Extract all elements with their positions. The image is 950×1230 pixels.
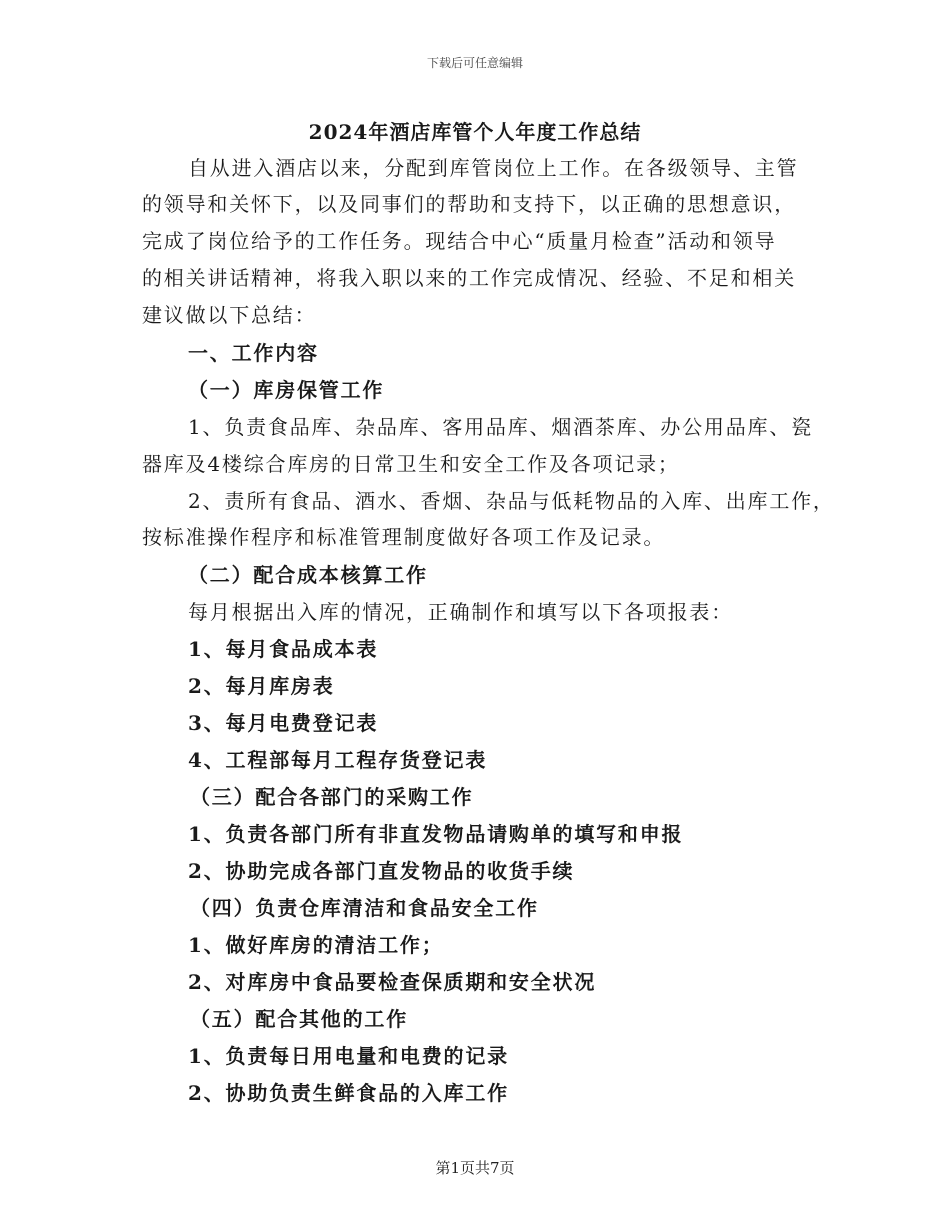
list-item: 2、协助完成各部门直发物品的收货手续 [188, 859, 575, 883]
list-item: 4、工程部每月工程存货登记表 [188, 748, 488, 772]
list-item: 2、协助负责生鲜食品的入库工作 [188, 1081, 509, 1105]
paragraph-line: 自从进入酒店以来，分配到库管岗位上工作。在各级领导、主管 [188, 156, 799, 180]
page-header: 下载后可任意编辑 [426, 56, 523, 70]
list-item: 1、负责各部门所有非直发物品请购单的填写和申报 [188, 822, 684, 846]
paragraph-line: 完成了岗位给予的工作任务。现结合中心“质量月检查”活动和领导 [142, 229, 777, 253]
paragraph-line: 的相关讲话精神，将我入职以来的工作完成情况、经验、不足和相关 [142, 266, 796, 290]
paragraph-line: 建议做以下总结： [142, 303, 317, 327]
list-item: 1、做好库房的清洁工作； [188, 933, 444, 957]
list-item: 2、每月库房表 [188, 674, 335, 698]
list-item: 3、每月电费登记表 [188, 711, 379, 735]
subsection-heading: （二）配合成本核算工作 [188, 563, 428, 587]
list-item: 1、每月食品成本表 [188, 637, 379, 661]
paragraph-line: 2、责所有食品、酒水、香烟、杂品与低耗物品的入库、出库工作， [188, 489, 835, 513]
subsection-heading: （三）配合各部门的采购工作 [190, 785, 474, 809]
subsection-heading: （一）库房保管工作 [188, 378, 385, 402]
subsection-heading: （五）配合其他的工作 [190, 1007, 408, 1031]
paragraph-line: 每月根据出入库的情况，正确制作和填写以下各项报表： [188, 600, 733, 624]
list-item: 1、负责每日用电量和电费的记录 [188, 1044, 509, 1068]
subsection-heading: （四）负责仓库清洁和食品安全工作 [190, 896, 539, 920]
section-heading: 一、工作内容 [188, 341, 319, 365]
paragraph-line: 按标准操作程序和标准管理制度做好各项工作及记录。 [142, 525, 666, 549]
list-item: 2、对库房中食品要检查保质期和安全状况 [188, 970, 597, 994]
paragraph-line: 的领导和关怀下，以及同事们的帮助和支持下，以正确的思想意识， [142, 192, 796, 216]
paragraph-line: 1、负责食品库、杂品库、客用品库、烟酒茶库、办公用品库、瓷 [188, 415, 813, 439]
page-footer: 第1页共7页 [435, 1159, 515, 1177]
paragraph-line: 器库及4楼综合库房的日常卫生和安全工作及各项记录； [142, 452, 680, 476]
document-title: 2024年酒店库管个人年度工作总结 [308, 120, 642, 144]
